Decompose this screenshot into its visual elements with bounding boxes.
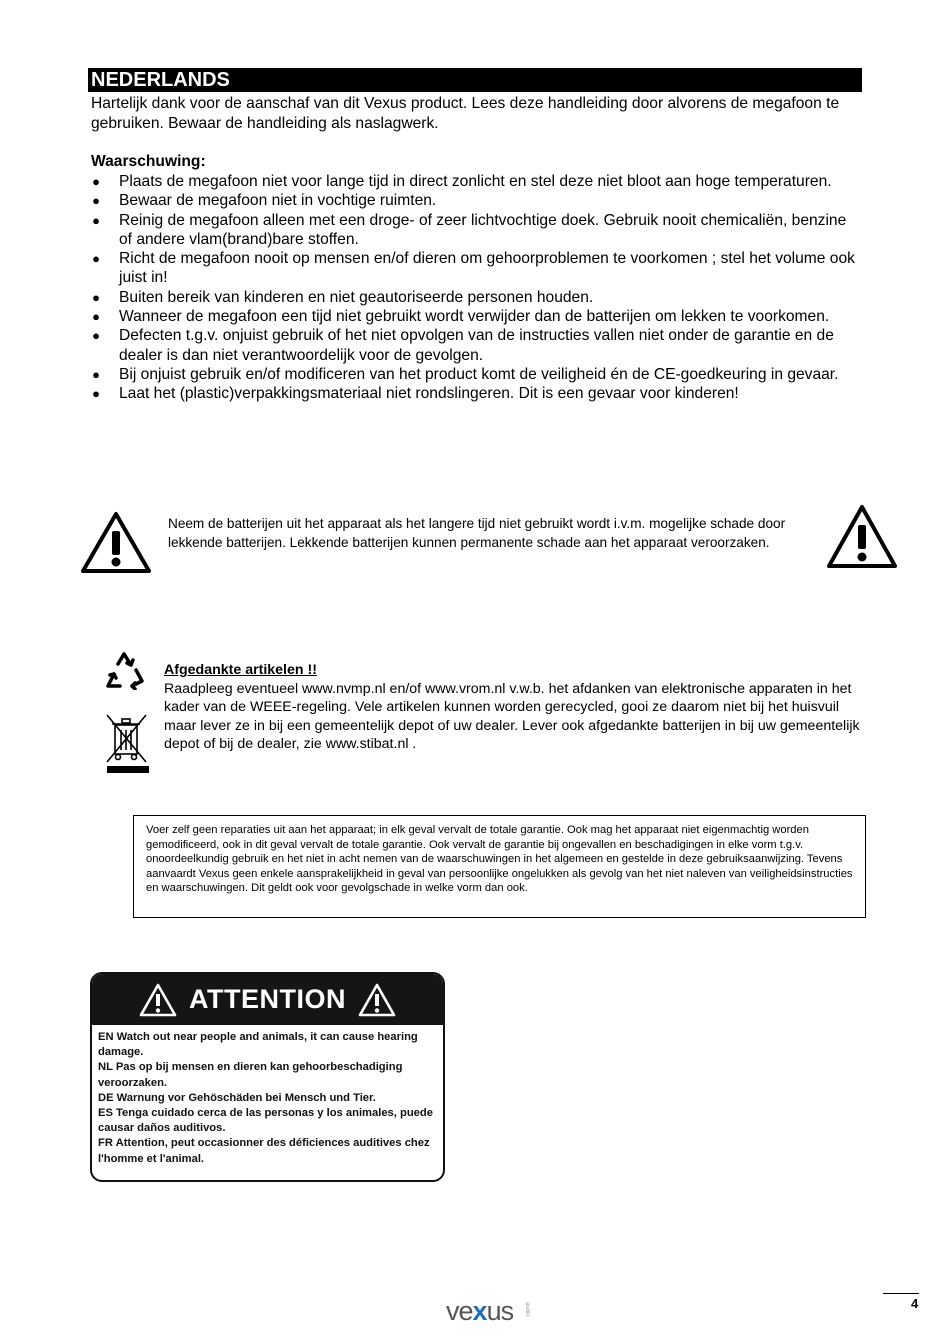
recycle-section bbox=[164, 661, 864, 754]
warning-text: Buiten bereik van kinderen en niet geautoriseerde personen houden. bbox=[119, 288, 594, 306]
bullet-icon: ● bbox=[92, 309, 100, 325]
repair-notice-box bbox=[133, 815, 866, 918]
language-code: NL bbox=[98, 1061, 113, 1074]
list-item bbox=[91, 288, 861, 307]
bullet-icon: ● bbox=[92, 366, 100, 382]
recycle-title: Afgedankte artikelen !! bbox=[164, 662, 317, 678]
list-item bbox=[91, 211, 861, 250]
bullet-icon: ● bbox=[92, 328, 100, 344]
logo-x: x bbox=[472, 1296, 487, 1326]
warning-text: Plaats de megafoon niet voor lange tijd in direct zonlicht en stel deze niet bloot aan hoge temperaturen. bbox=[119, 173, 832, 190]
bullet-icon: ● bbox=[92, 174, 100, 189]
bullet-icon: ● bbox=[92, 193, 100, 209]
list-item bbox=[91, 365, 861, 384]
warning-title: Waarschuwing: bbox=[91, 153, 206, 170]
list-item bbox=[91, 191, 861, 210]
warning-text: Laat het (plastic)verpakkingsmateriaal niet rondslingeren. Dit is een gevaar voor kinderen! bbox=[119, 385, 739, 403]
attention-text: Warnung vor Gehöschäden bei Mensch und Tier. bbox=[116, 1091, 376, 1104]
intro-text: Hartelijk dank voor de aanschaf van dit Vexus product. Lees deze handleiding door alvorens de megafoon te gebruiken. Bewaar de handleiding als naslagwerk. bbox=[91, 95, 840, 132]
warning-text: Bewaar de megafoon niet in vochtige ruimten. bbox=[119, 192, 437, 210]
warning-triangle-icon bbox=[358, 983, 396, 1017]
list-item bbox=[91, 326, 861, 365]
warning-text: Bij onjuist gebruik en/of modificeren van het product komt de veiligheid én de CE-goedkeuring in gevaar. bbox=[119, 365, 839, 383]
logo-part: us bbox=[486, 1296, 514, 1326]
logo-subtext: audio bbox=[524, 1302, 530, 1317]
attention-line bbox=[98, 1106, 437, 1136]
attention-line bbox=[98, 1136, 437, 1166]
attention-body bbox=[92, 1025, 443, 1172]
language-code: EN bbox=[98, 1031, 114, 1043]
page-number: 4 bbox=[911, 1296, 919, 1311]
repair-notice-text: Voer zelf geen reparaties uit aan het apparaat; in elk geval vervalt de totale garantie. Ook mag het apparaat niet eigenmachtig worden gemodificeerd, ook in dit geval vervalt de totale garantie. Ook vervalt de garantie bij ongevallen en beschadigingen in elke vorm t.g.v. onoordeelkundig gebruik en het niet in acht nemen van de waarschuwingen in het algemeen en gestelde in deze gebruiksaanwijzing. Tevens aanvaardt Vexus geen enkele aansprakelijkheid in geval van persoonlijke ongelukken als gevolg van het niet naleven van veiligheidsinstructies en waarschuwingen. Dit geldt ook voor gevolgschade in welke vorm dan ook. bbox=[146, 824, 853, 895]
list-item bbox=[91, 172, 861, 191]
bullet-icon: ● bbox=[92, 289, 100, 305]
warning-list bbox=[91, 172, 861, 404]
warning-triangle-icon bbox=[826, 503, 898, 569]
attention-text: Pas op bij mensen en dieren kan gehoorbeschadiging veroorzaken. bbox=[98, 1061, 403, 1089]
warning-text: Wanneer de megafoon een tijd niet gebruikt wordt verwijder dan de batterijen om lekken te voorkomen. bbox=[119, 308, 830, 326]
list-item bbox=[91, 307, 861, 326]
warning-triangle-icon bbox=[139, 983, 177, 1017]
warning-text: Reinig de megafoon alleen met een droge- of zeer lichtvochtige doek. Gebruik nooit chemicaliën, benzine of andere vlam(brand)bare stoffen. bbox=[119, 211, 847, 248]
bullet-icon: ● bbox=[92, 251, 100, 267]
attention-title: ATTENTION bbox=[189, 984, 346, 1014]
battery-notice: Neem de batterijen uit het apparaat als het langere tijd niet gebruikt wordt i.v.m. mogelijke schade door lekkende batterijen. Lekkende batterijen kunnen permanente schade aan het apparaat veroorzaken. bbox=[168, 516, 786, 550]
attention-text: Tenga cuidado cerca de las personas y los animales, puede causar daños auditivos. bbox=[98, 1107, 433, 1135]
bullet-icon: ● bbox=[92, 212, 100, 228]
attention-card bbox=[90, 972, 445, 1182]
attention-line bbox=[98, 1060, 437, 1090]
weee-bin-icon bbox=[104, 712, 152, 774]
logo-part: ve bbox=[446, 1296, 473, 1326]
warning-triangle-icon bbox=[80, 510, 152, 574]
attention-text: Watch out near people and animals, it can cause hearing damage. bbox=[98, 1031, 418, 1059]
warning-text: Richt de megafoon nooit op mensen en/of dieren om gehoorproblemen te voorkomen ; stel het volume ook juist in! bbox=[119, 250, 855, 287]
section-title-bar: NEDERLANDS bbox=[88, 68, 862, 92]
vexus-logo bbox=[446, 1296, 513, 1327]
language-code: DE bbox=[98, 1091, 114, 1104]
recycle-icon bbox=[104, 650, 146, 690]
bullet-icon: ● bbox=[92, 386, 100, 402]
list-item bbox=[91, 249, 861, 288]
attention-line bbox=[98, 1030, 437, 1060]
recycle-text: Raadpleeg eventueel www.nvmp.nl en/of www.vrom.nl v.w.b. het afdanken van elektronische apparaten in het kader van de WEEE-regeling. Vele artikelen kunnen worden gerecycled, gooi ze daarom niet bij het huisvuil maar lever ze in bij een gemeentelijk depot of uw dealer. Lever ook afgedankte batterijen in bij uw gemeentelijk depot of bij de dealer, zie www.stibat.nl . bbox=[164, 680, 860, 753]
attention-text: Attention, peut occasionner des déficiences auditives chez l'homme et l'animal. bbox=[98, 1137, 430, 1165]
attention-header bbox=[92, 974, 443, 1025]
language-code: ES bbox=[98, 1107, 113, 1120]
list-item bbox=[91, 384, 861, 403]
attention-line bbox=[98, 1091, 437, 1106]
language-code: FR bbox=[98, 1137, 113, 1150]
warning-text: Defecten t.g.v. onjuist gebruik of het niet opvolgen van de instructies vallen niet onder de garantie en de dealer is dan niet verantwoordelijk voor de gevolgen. bbox=[119, 327, 834, 364]
page-number-rule bbox=[883, 1293, 919, 1294]
